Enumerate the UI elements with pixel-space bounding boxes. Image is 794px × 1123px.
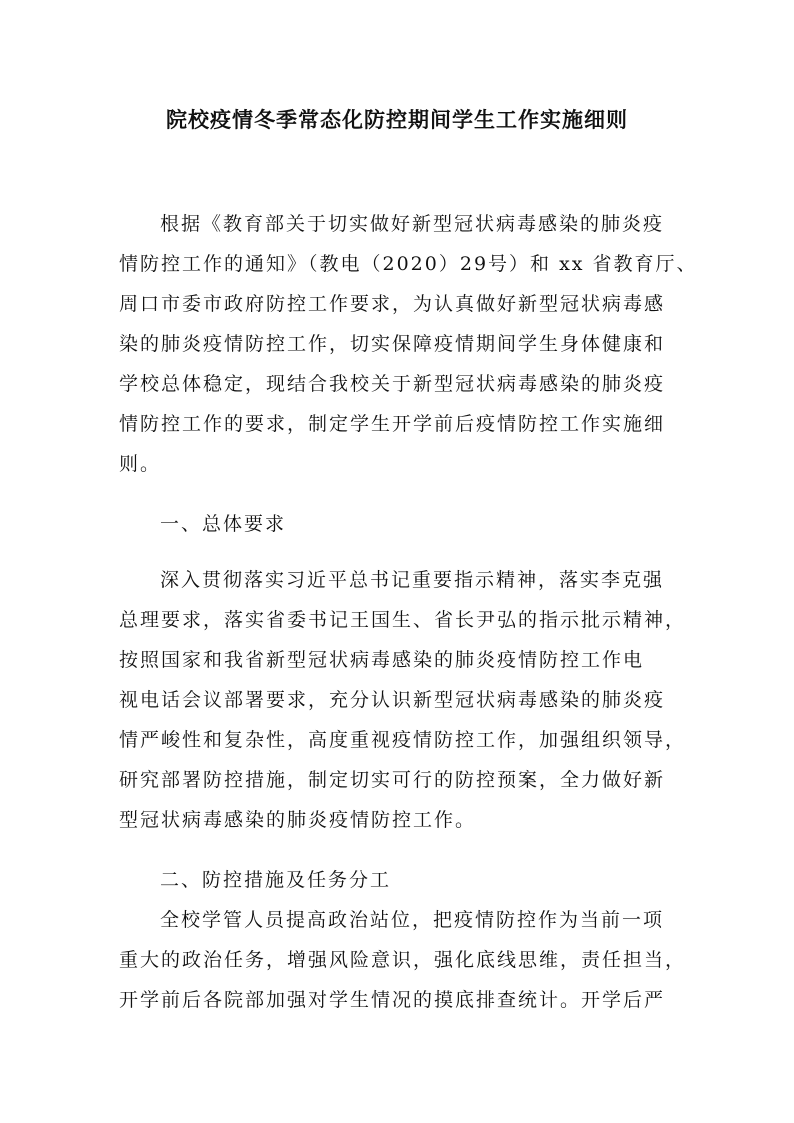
section-1-line-3: 按照国家和我省新型冠状病毒感染的肺炎疫情防控工作电 — [119, 649, 645, 671]
intro-line-7: 则。 — [119, 453, 162, 475]
section-2-line-3: 开学前后各院部加强对学生情况的摸底排查统计。开学后严 — [119, 989, 666, 1011]
section-1-line-1: 深入贯彻落实习近平总书记重要指示精神，落实李克强 — [160, 569, 665, 591]
section-2-heading: 二、防控措施及任务分工 — [160, 869, 392, 891]
section-2-line-2: 重大的政治任务，增强风险意识，强化底线思维，责任担当， — [119, 949, 687, 971]
section-1-line-6: 研究部署防控措施，制定切实可行的防控预案，全力做好新 — [119, 769, 666, 791]
intro-line-4: 染的肺炎疫情防控工作，切实保障疫情期间学生身体健康和 — [119, 333, 666, 355]
intro-line-5: 学校总体稳定，现结合我校关于新型冠状病毒感染的肺炎疫 — [119, 373, 666, 395]
intro-line-2: 情防控工作的通知》（教电（2020）29号）和 xx 省教育厅、 — [119, 253, 698, 275]
section-2-line-1: 全校学管人员提高政治站位，把疫情防控作为当前一项 — [160, 909, 665, 931]
document-title: 院校疫情冬季常态化防控期间学生工作实施细则 — [166, 107, 628, 132]
section-1-line-5: 情严峻性和复杂性，高度重视疫情防控工作，加强组织领导， — [119, 729, 687, 751]
intro-line-3: 周口市委市政府防控工作要求，为认真做好新型冠状病毒感 — [119, 293, 666, 315]
intro-line-1: 根据《教育部关于切实做好新型冠状病毒感染的肺炎疫 — [160, 213, 665, 235]
section-1-line-4: 视电话会议部署要求，充分认识新型冠状病毒感染的肺炎疫 — [119, 689, 666, 711]
intro-line-6: 情防控工作的要求，制定学生开学前后疫情防控工作实施细 — [119, 413, 666, 435]
section-1-heading: 一、总体要求 — [160, 513, 287, 535]
section-1-line-2: 总理要求，落实省委书记王国生、省长尹弘的指示批示精神， — [119, 609, 687, 631]
section-1-line-7: 型冠状病毒感染的肺炎疫情防控工作。 — [119, 809, 477, 831]
